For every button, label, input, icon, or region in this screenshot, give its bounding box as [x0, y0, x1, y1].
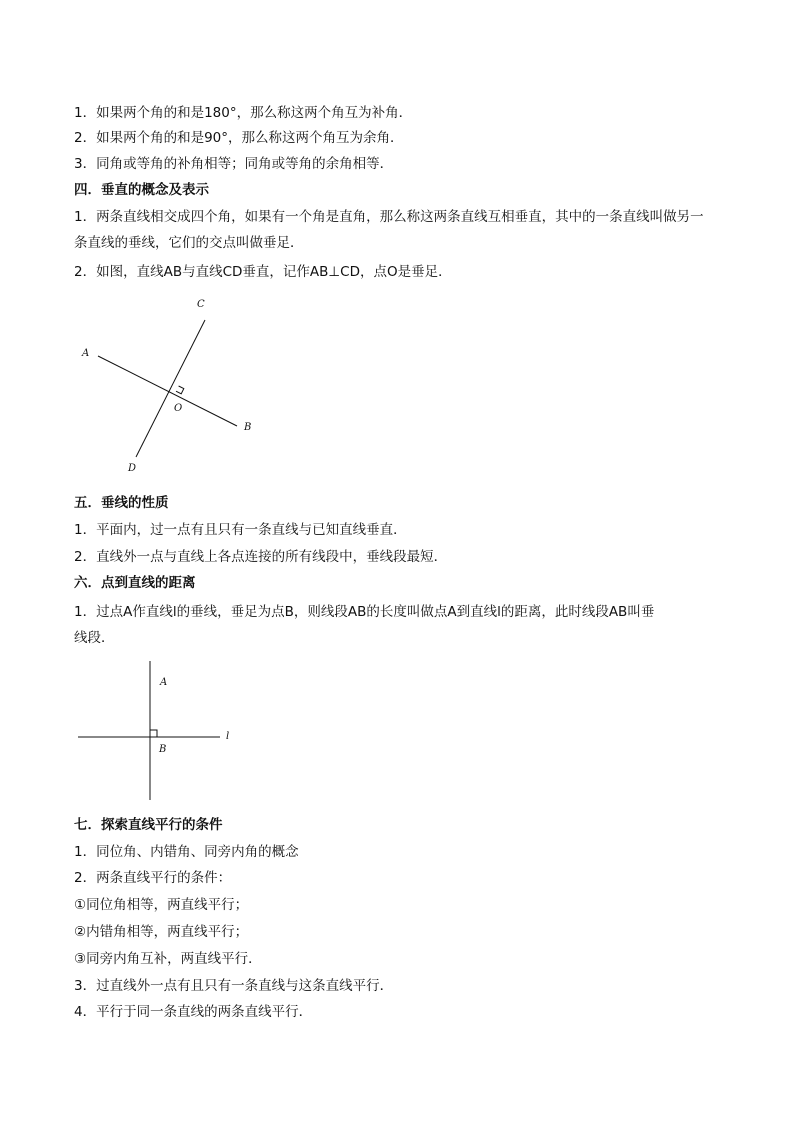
perpendicular-lines-figure — [70, 292, 270, 477]
label-b: B — [159, 744, 167, 755]
section-7-condition-3: ③同旁内角互补，两直线平行． — [74, 951, 262, 967]
label-a: A — [82, 348, 90, 359]
point-to-line-figure — [70, 655, 250, 805]
section-6-item-1-line-1: 1．过点A作直线l的垂线，垂足为点B，则线段AB的长度叫做点A到直线l的距离，此时线段AB叫垂 — [74, 604, 655, 620]
section-7-item-3: 3．过直线外一点有且只有一条直线与这条直线平行． — [74, 978, 394, 994]
complement-supplement-item-3: 3．同角或等角的补角相等；同角或等角的余角相等． — [74, 156, 394, 172]
section-7-item-1: 1．同位角、内错角、同旁内角的概念 — [74, 844, 299, 860]
section-7-condition-1: ①同位角相等，两直线平行； — [74, 897, 249, 913]
section-5-item-1: 1．平面内，过一点有且只有一条直线与已知直线垂直． — [74, 522, 407, 538]
label-a: A — [160, 677, 168, 688]
label-l: l — [226, 731, 230, 742]
section-7-item-2: 2．两条直线平行的条件： — [74, 870, 232, 886]
section-5-heading: 五．垂线的性质 — [74, 495, 169, 511]
line-cd — [136, 320, 205, 457]
section-7-heading: 七．探索直线平行的条件 — [74, 817, 223, 833]
section-7-condition-2: ②内错角相等，两直线平行； — [74, 924, 249, 940]
right-angle-mark — [176, 386, 184, 394]
right-angle-mark — [150, 730, 157, 737]
complement-supplement-item-1: 1．如果两个角的和是180°，那么称这两个角互为补角． — [74, 105, 413, 121]
section-4-item-1-line-2: 条直线的垂线，它们的交点叫做垂足． — [74, 235, 304, 251]
label-d: D — [128, 463, 137, 474]
section-7-item-4: 4．平行于同一条直线的两条直线平行． — [74, 1004, 313, 1020]
label-b: B — [244, 422, 252, 433]
section-6-heading: 六．点到直线的距离 — [74, 575, 196, 591]
line-ab — [98, 356, 237, 426]
section-4-item-2: 2．如图，直线AB与直线CD垂直，记作AB⊥CD，点O是垂足． — [74, 264, 452, 280]
complement-supplement-item-2: 2．如果两个角的和是90°，那么称这两个角互为余角． — [74, 130, 404, 146]
section-6-item-1-line-2: 线段． — [74, 630, 115, 646]
section-5-item-2: 2．直线外一点与直线上各点连接的所有线段中，垂线段最短． — [74, 549, 448, 565]
label-c: C — [197, 299, 205, 310]
label-o: O — [174, 403, 183, 414]
section-4-item-1-line-1: 1．两条直线相交成四个角，如果有一个角是直角，那么称这两条直线互相垂直，其中的一条直线叫做另一 — [74, 209, 704, 225]
section-4-heading: 四．垂直的概念及表示 — [74, 182, 209, 198]
